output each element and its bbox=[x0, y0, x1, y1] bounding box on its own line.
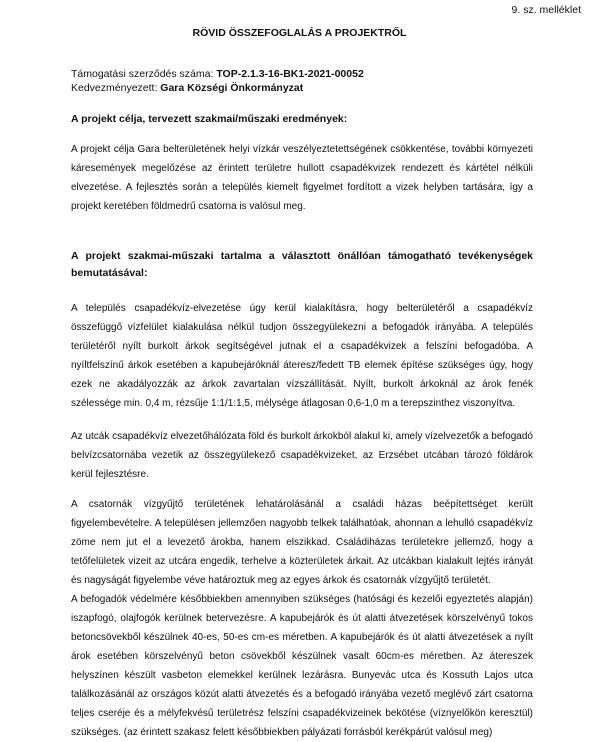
beneficiary-label: Kedvezményezett: bbox=[71, 82, 161, 94]
content-paragraph: A település csapadékvíz-elvezetése úgy kerül kialakításra, hogy belterületéről a csapadékvíz összefüggő vízfelület kialakulása nélkül tudjon összegyülekezni a befogadók irányába. A település területéről nyílt burkolt árkok segítségével jutnak el a csapadékvizek a felszíni befogadóba. A nyíltfelszínű árkok esetében a kapubejáróknál áteresz/fedett TB elemek építése szükséges úgy, hogy ezek ne akadályozzák az árkok zavartalan vízszállítását. Nyílt, burkolt árkoknál az árok fenék szélessége min. 0,4 m, rézsűje 1:1/1:1,5, mélysége átlagosan 0,6-1,0 m a terepszinthez viszonyítva. bbox=[71, 303, 533, 409]
beneficiary-name: Gara Községi Önkormányzat bbox=[160, 82, 304, 94]
document-title: RÖVID ÖSSZEFOGLALÁS A PROJEKTRŐL bbox=[192, 27, 407, 39]
document-body bbox=[71, 112, 533, 742]
goals-paragraph: A projekt célja Gara belterületének helyi vízkár veszélyeztetettségének csökkentése, további környezeti káresemények megelőzése az érintett területre hullott csapadékvizek rendezett és kártétel nélküli elvezetése. A fejlesztés során a település kiemelt figyelmet fordított a vizek helyben tartására, így a projekt keretében földmedrű csatorna is valósul meg. bbox=[71, 144, 533, 212]
section-heading-content: A projekt szakmai-műszaki tartalma a választott önállóan támogatható tevékenységek bemutatásával: bbox=[71, 250, 533, 279]
content-paragraph: Az utcák csapadékvíz elvezetőhálózata föld és burkolt árkokból alakul ki, amely vízelvezetők a befogadó belvízcsatornába vezetik az összegyülekező csapadékvizeket, az Erzsébet utcában tározó földárok kerül fejlesztésre. bbox=[71, 431, 533, 480]
content-paragraph: A befogadók védelmére későbbiekben amennyiben szükséges (hatósági és kezelői egyeztetés alapján) iszapfogó, olajfogók kerülnek betervezésre. A kapubejárók és út alatti átvezetések körszelvényű tokos betoncsövekből készülnek 40-es, 50-es cm-es méretben. A kapubejárók és út alatti átvezetések a nyílt árok esetében körszelvényű beton csövekből készülnek vasalt 60cm-es méretben. Az átereszek helyszínen készült vasbeton elemekkel kerülnek lezárásra. Bunyevác utca és Kossuth Lajos utca találkozásánál az országos közút alatti átvezetés és a befogadó irányába vezető meglévő zárt csatorna teljes cseréje és a mélyfekvésű területrész felszíni csapadékvizeinek bekötése (víznyelőkön keresztül) szükséges. (az érintett szakasz felett későbbiekben pályázati forrásból kerékpárút valósul meg) bbox=[71, 594, 533, 738]
section-heading-goals: A projekt célja, tervezett szakmai/műszaki eredmények: bbox=[71, 113, 348, 125]
contract-label: Támogatási szerződés száma: bbox=[71, 68, 217, 80]
content-paragraph: A csatornák vízgyűjtő területének lehatárolásánál a családi házas beépítettséget került figyelembevételre. A településen jellemzően nagyobb telkek találhatóak, ahonnan a lehulló csapadékvíz zöme nem jut el a levezető árokba, hanem elszikkad. Családiházas területekre jellemző, hogy a tetőfelületek vizeit az utcára engedik, terhelve a közterületek árkait. Az utcákban kialakult lejtés irányát és nagyságát figyelembe véve határoztuk meg az egyes árkok és csatornák vízgyűjtő területét. bbox=[71, 499, 533, 586]
annex-label: 9. sz. melléklet bbox=[511, 4, 581, 16]
contract-meta bbox=[71, 67, 364, 95]
contract-number: TOP-2.1.3-16-BK1-2021-00052 bbox=[216, 68, 364, 80]
contract-line bbox=[71, 67, 364, 81]
beneficiary-line bbox=[71, 81, 364, 95]
